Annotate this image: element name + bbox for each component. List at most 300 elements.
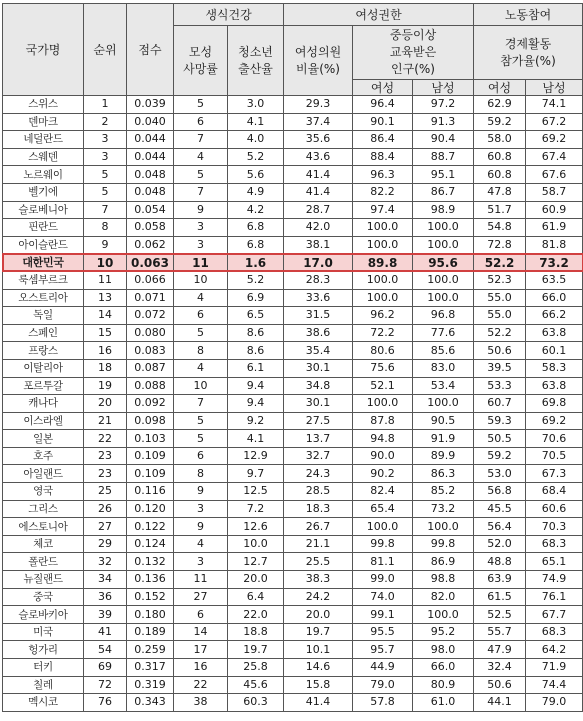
edu-male-cell: 97.2 bbox=[413, 96, 474, 114]
rank-cell: 15 bbox=[84, 324, 127, 342]
labor-female-cell: 52.2 bbox=[474, 324, 526, 342]
rank-cell: 72 bbox=[84, 676, 127, 694]
table-header bbox=[3, 4, 583, 96]
edu-female-cell: 87.8 bbox=[353, 412, 413, 430]
country-cell: 폴란드 bbox=[3, 553, 84, 571]
edu-female-cell: 96.4 bbox=[353, 96, 413, 114]
maternal-mortality-cell: 4 bbox=[174, 148, 228, 166]
rank-cell: 39 bbox=[84, 606, 127, 624]
labor-male-cell: 60.9 bbox=[526, 201, 583, 219]
country-cell: 슬로바키아 bbox=[3, 606, 84, 624]
maternal-mortality-cell: 5 bbox=[174, 96, 228, 114]
table-row bbox=[3, 289, 583, 307]
adolescent-birth-cell: 6.9 bbox=[228, 289, 284, 307]
adolescent-birth-cell: 12.9 bbox=[228, 447, 284, 465]
score-cell: 0.259 bbox=[127, 641, 174, 659]
header-maternal-mortality: 모성 사망률 bbox=[174, 26, 228, 96]
score-cell: 0.343 bbox=[127, 694, 174, 712]
edu-female-cell: 97.4 bbox=[353, 201, 413, 219]
maternal-mortality-cell: 3 bbox=[174, 553, 228, 571]
labor-female-cell: 60.8 bbox=[474, 148, 526, 166]
maternal-mortality-cell: 10 bbox=[174, 271, 228, 289]
edu-female-cell: 99.8 bbox=[353, 535, 413, 553]
edu-male-cell: 100.0 bbox=[413, 236, 474, 254]
labor-male-cell: 76.1 bbox=[526, 588, 583, 606]
country-cell: 이탈리아 bbox=[3, 359, 84, 377]
table-row bbox=[3, 183, 583, 201]
score-cell: 0.080 bbox=[127, 324, 174, 342]
edu-male-cell: 86.9 bbox=[413, 553, 474, 571]
labor-female-cell: 63.9 bbox=[474, 571, 526, 589]
edu-male-cell: 95.2 bbox=[413, 623, 474, 641]
adolescent-birth-cell: 9.2 bbox=[228, 412, 284, 430]
country-cell: 호주 bbox=[3, 447, 84, 465]
parliament-share-cell: 26.7 bbox=[284, 518, 353, 536]
labor-male-cell: 68.3 bbox=[526, 535, 583, 553]
table-row bbox=[3, 553, 583, 571]
table-row bbox=[3, 148, 583, 166]
labor-male-cell: 70.6 bbox=[526, 430, 583, 448]
header-adolescent-birth: 청소년 출산율 bbox=[228, 26, 284, 96]
score-cell: 0.109 bbox=[127, 465, 174, 483]
country-cell: 멕시코 bbox=[3, 694, 84, 712]
adolescent-birth-cell: 4.9 bbox=[228, 183, 284, 201]
labor-female-cell: 60.7 bbox=[474, 395, 526, 413]
table-row bbox=[3, 483, 583, 501]
edu-male-cell: 99.8 bbox=[413, 535, 474, 553]
edu-female-cell: 100.0 bbox=[353, 271, 413, 289]
maternal-mortality-cell: 5 bbox=[174, 166, 228, 184]
rank-cell: 18 bbox=[84, 359, 127, 377]
labor-female-cell: 45.5 bbox=[474, 500, 526, 518]
adolescent-birth-cell: 45.6 bbox=[228, 676, 284, 694]
labor-male-cell: 74.1 bbox=[526, 96, 583, 114]
edu-female-cell: 95.7 bbox=[353, 641, 413, 659]
table-row bbox=[3, 96, 583, 114]
adolescent-birth-cell: 6.4 bbox=[228, 588, 284, 606]
parliament-share-cell: 35.4 bbox=[284, 342, 353, 360]
rank-cell: 23 bbox=[84, 465, 127, 483]
country-cell: 영국 bbox=[3, 483, 84, 501]
labor-male-cell: 63.8 bbox=[526, 324, 583, 342]
country-cell: 아이슬란드 bbox=[3, 236, 84, 254]
table-body bbox=[3, 96, 583, 712]
labor-male-cell: 67.2 bbox=[526, 113, 583, 131]
edu-female-cell: 72.2 bbox=[353, 324, 413, 342]
rank-cell: 13 bbox=[84, 289, 127, 307]
adolescent-birth-cell: 9.7 bbox=[228, 465, 284, 483]
score-cell: 0.120 bbox=[127, 500, 174, 518]
labor-female-cell: 58.0 bbox=[474, 131, 526, 149]
table-row bbox=[3, 500, 583, 518]
parliament-share-cell: 15.8 bbox=[284, 676, 353, 694]
header-group-empowerment: 여성권한 bbox=[284, 4, 474, 26]
adolescent-birth-cell: 9.4 bbox=[228, 395, 284, 413]
rank-cell: 19 bbox=[84, 377, 127, 395]
country-cell: 미국 bbox=[3, 623, 84, 641]
labor-male-cell: 64.2 bbox=[526, 641, 583, 659]
maternal-mortality-cell: 38 bbox=[174, 694, 228, 712]
adolescent-birth-cell: 1.6 bbox=[228, 254, 284, 272]
parliament-share-cell: 38.3 bbox=[284, 571, 353, 589]
table-row bbox=[3, 271, 583, 289]
edu-male-cell: 80.9 bbox=[413, 676, 474, 694]
rank-cell: 14 bbox=[84, 307, 127, 325]
labor-male-cell: 63.5 bbox=[526, 271, 583, 289]
labor-male-cell: 58.3 bbox=[526, 359, 583, 377]
score-cell: 0.098 bbox=[127, 412, 174, 430]
adolescent-birth-cell: 4.1 bbox=[228, 113, 284, 131]
parliament-share-cell: 31.5 bbox=[284, 307, 353, 325]
edu-female-cell: 99.1 bbox=[353, 606, 413, 624]
rank-cell: 36 bbox=[84, 588, 127, 606]
score-cell: 0.040 bbox=[127, 113, 174, 131]
score-cell: 0.087 bbox=[127, 359, 174, 377]
edu-male-cell: 100.0 bbox=[413, 395, 474, 413]
country-cell: 그리스 bbox=[3, 500, 84, 518]
country-cell: 룩셈부르크 bbox=[3, 271, 84, 289]
adolescent-birth-cell: 7.2 bbox=[228, 500, 284, 518]
adolescent-birth-cell: 12.5 bbox=[228, 483, 284, 501]
country-cell: 에스토니아 bbox=[3, 518, 84, 536]
labor-female-cell: 56.8 bbox=[474, 483, 526, 501]
edu-male-cell: 100.0 bbox=[413, 289, 474, 307]
table-row bbox=[3, 676, 583, 694]
parliament-share-cell: 24.3 bbox=[284, 465, 353, 483]
header-score: 점수 bbox=[127, 4, 174, 96]
labor-female-cell: 47.9 bbox=[474, 641, 526, 659]
labor-male-cell: 66.2 bbox=[526, 307, 583, 325]
adolescent-birth-cell: 8.6 bbox=[228, 324, 284, 342]
edu-male-cell: 85.6 bbox=[413, 342, 474, 360]
country-cell: 오스트리아 bbox=[3, 289, 84, 307]
country-cell: 뉴질랜드 bbox=[3, 571, 84, 589]
score-cell: 0.152 bbox=[127, 588, 174, 606]
parliament-share-cell: 13.7 bbox=[284, 430, 353, 448]
labor-male-cell: 68.4 bbox=[526, 483, 583, 501]
edu-female-cell: 90.1 bbox=[353, 113, 413, 131]
table-row bbox=[3, 535, 583, 553]
parliament-share-cell: 41.4 bbox=[284, 694, 353, 712]
adolescent-birth-cell: 6.1 bbox=[228, 359, 284, 377]
parliament-share-cell: 42.0 bbox=[284, 219, 353, 237]
country-cell: 핀란드 bbox=[3, 219, 84, 237]
table-row bbox=[3, 324, 583, 342]
adolescent-birth-cell: 4.2 bbox=[228, 201, 284, 219]
edu-female-cell: 57.8 bbox=[353, 694, 413, 712]
labor-male-cell: 61.9 bbox=[526, 219, 583, 237]
score-cell: 0.066 bbox=[127, 271, 174, 289]
country-cell: 중국 bbox=[3, 588, 84, 606]
country-cell: 스페인 bbox=[3, 324, 84, 342]
labor-male-cell: 68.3 bbox=[526, 623, 583, 641]
table-row bbox=[3, 131, 583, 149]
adolescent-birth-cell: 4.1 bbox=[228, 430, 284, 448]
labor-female-cell: 55.0 bbox=[474, 289, 526, 307]
maternal-mortality-cell: 3 bbox=[174, 219, 228, 237]
maternal-mortality-cell: 8 bbox=[174, 342, 228, 360]
parliament-share-cell: 35.6 bbox=[284, 131, 353, 149]
table-row bbox=[3, 606, 583, 624]
score-cell: 0.189 bbox=[127, 623, 174, 641]
maternal-mortality-cell: 5 bbox=[174, 324, 228, 342]
labor-male-cell: 79.0 bbox=[526, 694, 583, 712]
rank-cell: 16 bbox=[84, 342, 127, 360]
maternal-mortality-cell: 3 bbox=[174, 500, 228, 518]
maternal-mortality-cell: 7 bbox=[174, 395, 228, 413]
edu-female-cell: 100.0 bbox=[353, 289, 413, 307]
labor-male-cell: 66.0 bbox=[526, 289, 583, 307]
labor-female-cell: 50.6 bbox=[474, 342, 526, 360]
labor-female-cell: 56.4 bbox=[474, 518, 526, 536]
labor-female-cell: 59.2 bbox=[474, 113, 526, 131]
score-cell: 0.048 bbox=[127, 183, 174, 201]
country-cell: 덴마크 bbox=[3, 113, 84, 131]
header-country: 국가명 bbox=[3, 4, 84, 96]
country-cell: 슬로베니아 bbox=[3, 201, 84, 219]
rank-cell: 69 bbox=[84, 659, 127, 677]
maternal-mortality-cell: 22 bbox=[174, 676, 228, 694]
maternal-mortality-cell: 16 bbox=[174, 659, 228, 677]
rank-cell: 2 bbox=[84, 113, 127, 131]
rank-cell: 9 bbox=[84, 236, 127, 254]
country-cell: 네덜란드 bbox=[3, 131, 84, 149]
adolescent-birth-cell: 22.0 bbox=[228, 606, 284, 624]
adolescent-birth-cell: 3.0 bbox=[228, 96, 284, 114]
parliament-share-cell: 38.1 bbox=[284, 236, 353, 254]
table-row bbox=[3, 518, 583, 536]
labor-female-cell: 55.0 bbox=[474, 307, 526, 325]
labor-female-cell: 61.5 bbox=[474, 588, 526, 606]
rank-cell: 3 bbox=[84, 148, 127, 166]
table-row bbox=[3, 430, 583, 448]
maternal-mortality-cell: 11 bbox=[174, 254, 228, 272]
labor-male-cell: 60.6 bbox=[526, 500, 583, 518]
table-row bbox=[3, 465, 583, 483]
edu-male-cell: 86.7 bbox=[413, 183, 474, 201]
country-cell: 이스라엘 bbox=[3, 412, 84, 430]
parliament-share-cell: 10.1 bbox=[284, 641, 353, 659]
country-cell: 스위스 bbox=[3, 96, 84, 114]
labor-male-cell: 67.4 bbox=[526, 148, 583, 166]
adolescent-birth-cell: 12.6 bbox=[228, 518, 284, 536]
parliament-share-cell: 21.1 bbox=[284, 535, 353, 553]
labor-male-cell: 65.1 bbox=[526, 553, 583, 571]
labor-male-cell: 60.1 bbox=[526, 342, 583, 360]
country-cell: 일본 bbox=[3, 430, 84, 448]
score-cell: 0.083 bbox=[127, 342, 174, 360]
labor-female-cell: 47.8 bbox=[474, 183, 526, 201]
rank-cell: 5 bbox=[84, 166, 127, 184]
edu-female-cell: 79.0 bbox=[353, 676, 413, 694]
edu-female-cell: 99.0 bbox=[353, 571, 413, 589]
rank-cell: 26 bbox=[84, 500, 127, 518]
edu-female-cell: 90.0 bbox=[353, 447, 413, 465]
rank-cell: 7 bbox=[84, 201, 127, 219]
labor-male-cell: 69.2 bbox=[526, 412, 583, 430]
labor-male-cell: 73.2 bbox=[526, 254, 583, 272]
labor-female-cell: 48.8 bbox=[474, 553, 526, 571]
edu-male-cell: 95.1 bbox=[413, 166, 474, 184]
maternal-mortality-cell: 7 bbox=[174, 131, 228, 149]
header-parliament-share: 여성의원 비율(%) bbox=[284, 26, 353, 96]
edu-female-cell: 65.4 bbox=[353, 500, 413, 518]
parliament-share-cell: 41.4 bbox=[284, 183, 353, 201]
labor-female-cell: 59.3 bbox=[474, 412, 526, 430]
edu-male-cell: 86.3 bbox=[413, 465, 474, 483]
header-labor-female: 여성 bbox=[474, 80, 526, 96]
adolescent-birth-cell: 10.0 bbox=[228, 535, 284, 553]
score-cell: 0.103 bbox=[127, 430, 174, 448]
adolescent-birth-cell: 5.2 bbox=[228, 148, 284, 166]
labor-male-cell: 69.8 bbox=[526, 395, 583, 413]
parliament-share-cell: 41.4 bbox=[284, 166, 353, 184]
rank-cell: 25 bbox=[84, 483, 127, 501]
parliament-share-cell: 28.7 bbox=[284, 201, 353, 219]
parliament-share-cell: 25.5 bbox=[284, 553, 353, 571]
edu-female-cell: 88.4 bbox=[353, 148, 413, 166]
table-row bbox=[3, 254, 583, 272]
table-row bbox=[3, 395, 583, 413]
maternal-mortality-cell: 10 bbox=[174, 377, 228, 395]
rank-cell: 21 bbox=[84, 412, 127, 430]
table-row bbox=[3, 166, 583, 184]
score-cell: 0.062 bbox=[127, 236, 174, 254]
labor-male-cell: 67.6 bbox=[526, 166, 583, 184]
adolescent-birth-cell: 6.5 bbox=[228, 307, 284, 325]
maternal-mortality-cell: 27 bbox=[174, 588, 228, 606]
labor-female-cell: 53.3 bbox=[474, 377, 526, 395]
labor-female-cell: 54.8 bbox=[474, 219, 526, 237]
score-cell: 0.092 bbox=[127, 395, 174, 413]
edu-male-cell: 91.3 bbox=[413, 113, 474, 131]
table-row bbox=[3, 219, 583, 237]
rank-cell: 22 bbox=[84, 430, 127, 448]
table-row bbox=[3, 659, 583, 677]
labor-female-cell: 52.0 bbox=[474, 535, 526, 553]
edu-female-cell: 100.0 bbox=[353, 395, 413, 413]
score-cell: 0.124 bbox=[127, 535, 174, 553]
rank-cell: 20 bbox=[84, 395, 127, 413]
table-row bbox=[3, 201, 583, 219]
labor-male-cell: 74.9 bbox=[526, 571, 583, 589]
score-cell: 0.063 bbox=[127, 254, 174, 272]
edu-female-cell: 94.8 bbox=[353, 430, 413, 448]
score-cell: 0.048 bbox=[127, 166, 174, 184]
score-cell: 0.122 bbox=[127, 518, 174, 536]
table-row bbox=[3, 307, 583, 325]
maternal-mortality-cell: 9 bbox=[174, 483, 228, 501]
maternal-mortality-cell: 11 bbox=[174, 571, 228, 589]
edu-male-cell: 100.0 bbox=[413, 606, 474, 624]
labor-female-cell: 62.9 bbox=[474, 96, 526, 114]
labor-female-cell: 60.8 bbox=[474, 166, 526, 184]
edu-male-cell: 85.2 bbox=[413, 483, 474, 501]
maternal-mortality-cell: 6 bbox=[174, 307, 228, 325]
parliament-share-cell: 32.7 bbox=[284, 447, 353, 465]
edu-female-cell: 80.6 bbox=[353, 342, 413, 360]
edu-male-cell: 100.0 bbox=[413, 219, 474, 237]
header-edu-female: 여성 bbox=[353, 80, 413, 96]
edu-male-cell: 90.4 bbox=[413, 131, 474, 149]
labor-male-cell: 67.3 bbox=[526, 465, 583, 483]
parliament-share-cell: 24.2 bbox=[284, 588, 353, 606]
rank-cell: 10 bbox=[84, 254, 127, 272]
labor-male-cell: 71.9 bbox=[526, 659, 583, 677]
edu-male-cell: 91.9 bbox=[413, 430, 474, 448]
adolescent-birth-cell: 6.8 bbox=[228, 236, 284, 254]
edu-female-cell: 100.0 bbox=[353, 518, 413, 536]
maternal-mortality-cell: 17 bbox=[174, 641, 228, 659]
rank-cell: 41 bbox=[84, 623, 127, 641]
country-cell: 아일랜드 bbox=[3, 465, 84, 483]
labor-male-cell: 70.5 bbox=[526, 447, 583, 465]
edu-female-cell: 96.3 bbox=[353, 166, 413, 184]
adolescent-birth-cell: 4.0 bbox=[228, 131, 284, 149]
maternal-mortality-cell: 4 bbox=[174, 359, 228, 377]
parliament-share-cell: 28.5 bbox=[284, 483, 353, 501]
edu-female-cell: 100.0 bbox=[353, 219, 413, 237]
country-cell: 칠레 bbox=[3, 676, 84, 694]
header-edu-male: 남성 bbox=[413, 80, 474, 96]
edu-male-cell: 88.7 bbox=[413, 148, 474, 166]
gender-inequality-table bbox=[2, 3, 583, 712]
parliament-share-cell: 34.8 bbox=[284, 377, 353, 395]
parliament-share-cell: 30.1 bbox=[284, 395, 353, 413]
labor-female-cell: 50.5 bbox=[474, 430, 526, 448]
parliament-share-cell: 37.4 bbox=[284, 113, 353, 131]
rank-cell: 8 bbox=[84, 219, 127, 237]
maternal-mortality-cell: 7 bbox=[174, 183, 228, 201]
maternal-mortality-cell: 14 bbox=[174, 623, 228, 641]
country-cell: 헝가리 bbox=[3, 641, 84, 659]
rank-cell: 76 bbox=[84, 694, 127, 712]
maternal-mortality-cell: 8 bbox=[174, 465, 228, 483]
table-row bbox=[3, 412, 583, 430]
edu-male-cell: 96.8 bbox=[413, 307, 474, 325]
edu-male-cell: 100.0 bbox=[413, 271, 474, 289]
edu-male-cell: 98.9 bbox=[413, 201, 474, 219]
labor-female-cell: 50.6 bbox=[474, 676, 526, 694]
edu-male-cell: 90.5 bbox=[413, 412, 474, 430]
table-row bbox=[3, 236, 583, 254]
adolescent-birth-cell: 19.7 bbox=[228, 641, 284, 659]
adolescent-birth-cell: 12.7 bbox=[228, 553, 284, 571]
adolescent-birth-cell: 8.6 bbox=[228, 342, 284, 360]
table-row bbox=[3, 377, 583, 395]
rank-cell: 1 bbox=[84, 96, 127, 114]
country-cell: 벨기에 bbox=[3, 183, 84, 201]
header-rank: 순위 bbox=[84, 4, 127, 96]
table-row bbox=[3, 113, 583, 131]
edu-female-cell: 96.2 bbox=[353, 307, 413, 325]
score-cell: 0.044 bbox=[127, 131, 174, 149]
maternal-mortality-cell: 5 bbox=[174, 412, 228, 430]
labor-female-cell: 52.3 bbox=[474, 271, 526, 289]
score-cell: 0.317 bbox=[127, 659, 174, 677]
score-cell: 0.109 bbox=[127, 447, 174, 465]
parliament-share-cell: 38.6 bbox=[284, 324, 353, 342]
adolescent-birth-cell: 25.8 bbox=[228, 659, 284, 677]
adolescent-birth-cell: 5.2 bbox=[228, 271, 284, 289]
country-cell: 프랑스 bbox=[3, 342, 84, 360]
header-secondary-education: 중등이상 교육받은 인구(%) bbox=[353, 26, 474, 80]
header-labor-male: 남성 bbox=[526, 80, 583, 96]
rank-cell: 3 bbox=[84, 131, 127, 149]
edu-male-cell: 82.0 bbox=[413, 588, 474, 606]
rank-cell: 27 bbox=[84, 518, 127, 536]
labor-male-cell: 63.8 bbox=[526, 377, 583, 395]
